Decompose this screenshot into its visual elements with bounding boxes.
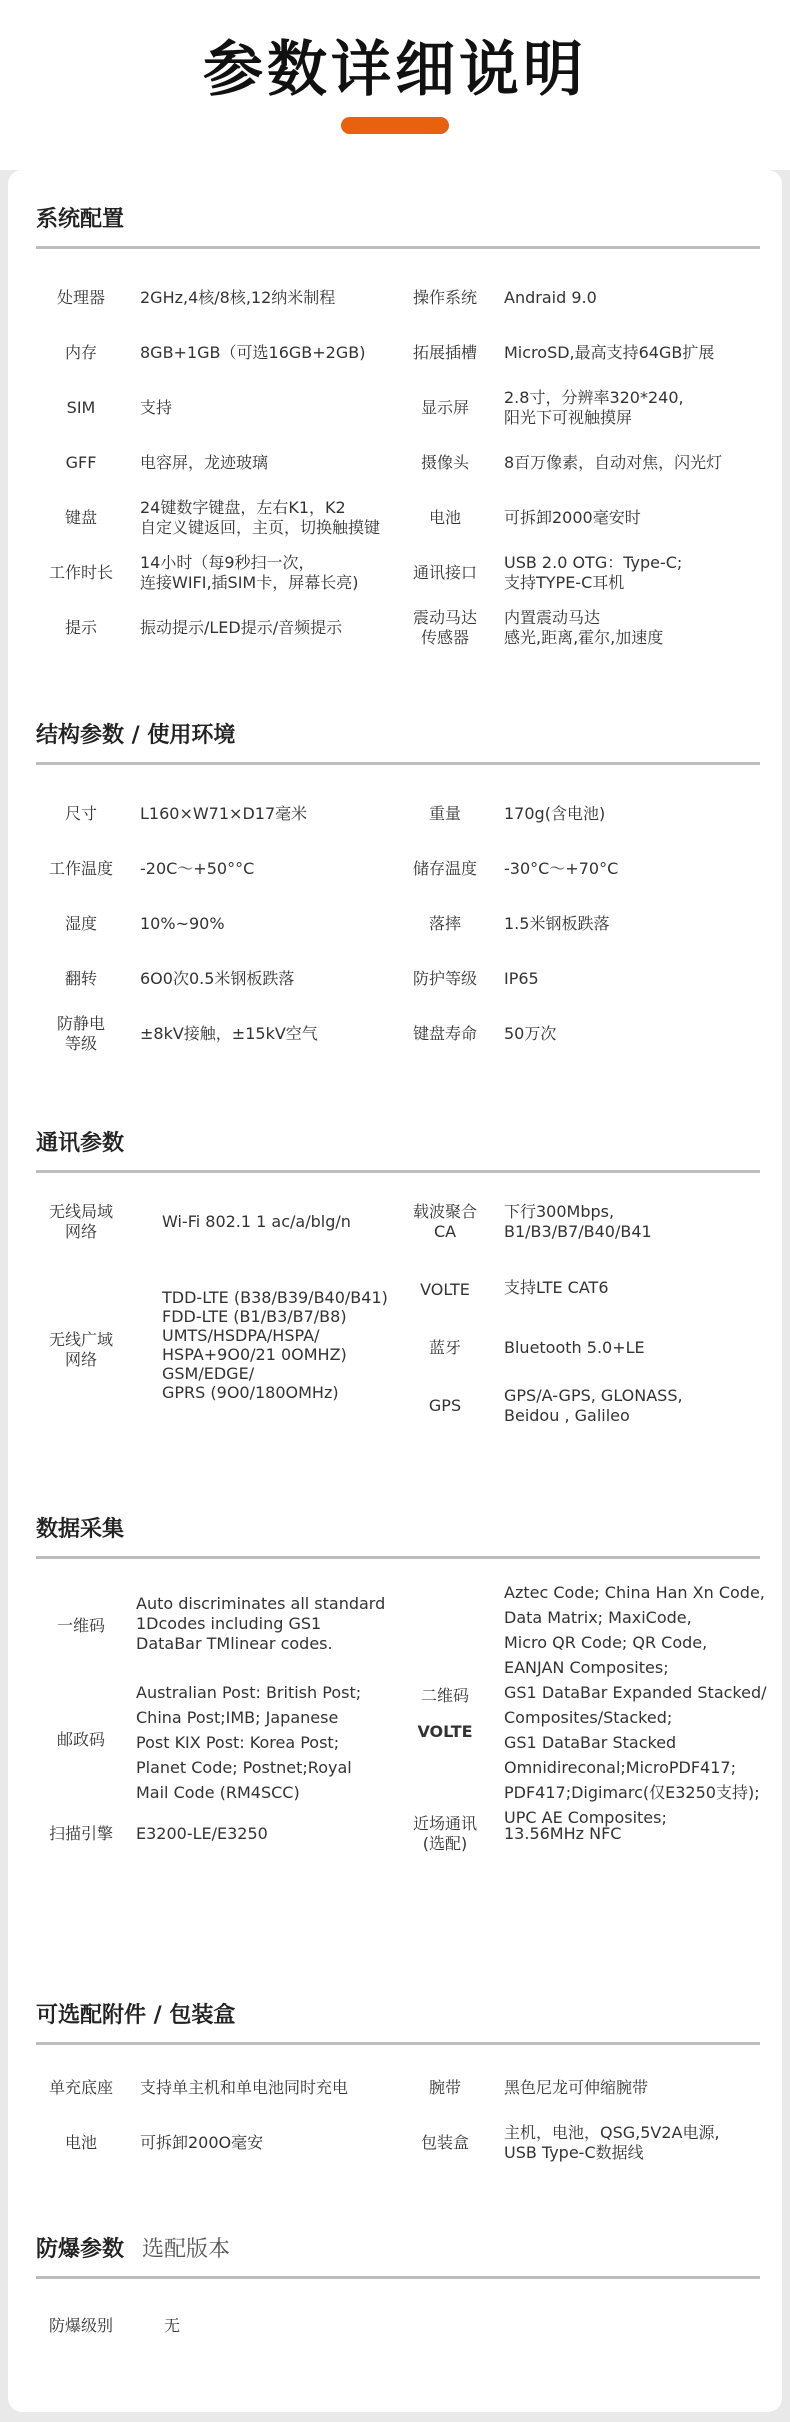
label-operating-temp: 工作温度 (48, 859, 113, 878)
value-cpu: 2GHz,4核/8核,12纳米制程 (140, 288, 336, 307)
value-nfc: 13.56MHz NFC (504, 1824, 622, 1843)
label-keyboard: 键盘 (64, 508, 97, 527)
label-battery: 电池 (428, 508, 461, 527)
value-camera: 8百万像素，自动对焦，闪光灯 (504, 453, 723, 472)
label-cpu: 处理器 (56, 288, 105, 307)
spec-card (8, 170, 782, 2412)
label-scan-engine: 扫描引擎 (48, 1824, 113, 1843)
value-size: L160×W71×D17毫米 (140, 804, 308, 823)
label-esd: 防静电 等级 (56, 1014, 105, 1053)
label-wwan: 无线广域 网络 (48, 1330, 113, 1369)
value-operating-temp: -20C～+50°°C (140, 859, 255, 878)
label-protection: 防护等级 (412, 969, 477, 988)
title-accent-bar (341, 117, 449, 134)
label-expansion: 拓展插槽 (412, 343, 477, 362)
label-memory: 内存 (64, 343, 97, 362)
value-bluetooth: Bluetooth 5.0+LE (504, 1338, 645, 1357)
value-explosion-grade: 无 (164, 2316, 181, 2335)
label-alert: 提示 (64, 618, 97, 637)
value-tumble: 6O0次0.5米钢板跌落 (140, 969, 295, 988)
section-system (36, 194, 760, 654)
label-display: 显示屏 (420, 398, 469, 417)
value-scan-engine: E3200-LE/E3250 (136, 1824, 268, 1843)
label-size: 尺寸 (64, 804, 97, 823)
section-structure (36, 710, 760, 1053)
value-wrist-strap: 黑色尼龙可伸缩腕带 (504, 2078, 649, 2097)
value-esd: ±8kV接触，±15kV空气 (140, 1024, 318, 1043)
value-protection: IP65 (504, 969, 539, 988)
label-os: 操作系统 (412, 288, 477, 307)
label-2d-barcode: 二维码 (420, 1686, 469, 1705)
label-sensors: 震动马达 传感器 (412, 608, 477, 647)
label-nfc: 近场通讯 (选配) (412, 1814, 477, 1853)
label-volte-overlay: VOLTE (417, 1722, 473, 1741)
value-keyboard: 24键数字键盘，左右K1，K2 自定义键返回，主页，切换触摸键 (140, 498, 381, 537)
section-accessories (36, 1990, 760, 2180)
value-gff: 电容屏，龙迹玻璃 (140, 453, 269, 472)
value-wlan: Wi-Fi 802.1 1 ac/a/blg/n (162, 1212, 351, 1231)
label-humidity: 湿度 (64, 914, 97, 933)
value-1d-barcode: Auto discriminates all standard 1Dcodes including GS1 DataBar TMlinear codes. (136, 1594, 386, 1653)
label-weight: 重量 (428, 804, 461, 823)
value-sim: 支持 (140, 398, 173, 417)
label-wrist-strap: 腕带 (428, 2078, 461, 2097)
section-scan (36, 1504, 767, 1894)
page-header (0, 0, 790, 170)
value-charging-cradle: 支持单主机和单电池同时充电 (140, 2078, 349, 2097)
value-humidity: 10%~90% (140, 914, 225, 933)
value-volte: 支持LTE CAT6 (504, 1278, 609, 1297)
label-interface: 通讯接口 (412, 563, 477, 582)
value-storage-temp: -30°C～+70°C (504, 859, 619, 878)
label-volte: VOLTE (420, 1280, 470, 1299)
value-memory: 8GB+1GB（可选16GB+2GB) (140, 343, 366, 362)
label-1d-barcode: 一维码 (56, 1616, 105, 1635)
section-title: 可选配附件 / 包装盒 (36, 1990, 760, 2045)
label-package: 包装盒 (420, 2133, 469, 2152)
value-carrier-aggregation: 下行300Mbps, B1/B3/B7/B40/B41 (504, 1202, 652, 1241)
label-postal-code: 邮政码 (56, 1730, 105, 1749)
value-spare-battery: 可拆卸200O毫安 (140, 2133, 264, 2152)
value-drop: 1.5米钢板跌落 (504, 914, 610, 933)
label-sim: SIM (66, 398, 96, 417)
value-gps: GPS/A-GPS, GLONASS, Beidou , Galileo (504, 1386, 683, 1425)
value-key-life: 50万次 (504, 1024, 557, 1043)
label-camera: 摄像头 (420, 453, 469, 472)
label-gff: GFF (65, 453, 97, 472)
value-alert: 振动提示/LED提示/音频提示 (140, 618, 343, 637)
value-os: Andraid 9.0 (504, 288, 597, 307)
label-charging-cradle: 单充底座 (48, 2078, 113, 2097)
section-comm (36, 1118, 760, 1468)
value-expansion: MicroSD,最高支持64GB扩展 (504, 343, 715, 362)
value-2d-barcode: Aztec Code; China Han Xn Code, Data Matrix; MaxiCode, Micro QR Code; QR Code, EANJAN Composites; GS1 DataBar Expanded Stacked/ Composites/Stacked; GS1 DataBar Stacked Omnidireconal;MicroPDF417; PDF417;Digimarc(仅E3250支持); UPC AE Composites; (504, 1583, 767, 1827)
value-package: 主机，电池，QSG,5V2A电源, USB Type-C数据线 (504, 2123, 720, 2162)
label-carrier-aggregation: 载波聚合 CA (412, 1202, 477, 1241)
label-working-hours: 工作时长 (48, 563, 113, 582)
section-title: 通讯参数 (36, 1118, 760, 1173)
value-working-hours: 14小时（每9秒扫一次， 连接WIFI,插SIM卡，屏幕长亮) (140, 553, 359, 592)
label-bluetooth: 蓝牙 (428, 1338, 461, 1357)
label-wlan: 无线局域 网络 (48, 1202, 113, 1241)
label-storage-temp: 储存温度 (412, 859, 477, 878)
section-subtitle: 选配版本 (142, 2237, 231, 2262)
value-weight: 170g(含电池) (504, 804, 606, 823)
section-title: 结构参数 / 使用环境 (36, 710, 760, 765)
label-explosion-grade: 防爆级别 (48, 2316, 113, 2335)
value-display: 2.8寸，分辨率320*240, 阳光下可视触摸屏 (504, 388, 684, 427)
label-tumble: 翻转 (64, 969, 97, 988)
section-title: 系统配置 (36, 194, 760, 249)
label-key-life: 键盘寿命 (412, 1024, 477, 1043)
label-drop: 落摔 (428, 914, 461, 933)
value-battery: 可拆卸2000毫安时 (504, 508, 641, 527)
value-interface: USB 2.0 OTG：Type-C; 支持TYPE-C耳机 (504, 553, 683, 592)
page-title: 参数详细说明 (203, 35, 587, 105)
label-spare-battery: 电池 (64, 2133, 97, 2152)
label-gps: GPS (428, 1396, 462, 1415)
section-title: 数据采集 (36, 1504, 760, 1559)
value-sensors: 内置震动马达 感光,距离,霍尔,加速度 (504, 608, 664, 647)
value-wwan: TDD-LTE (B38/B39/B40/B41) FDD-LTE (B1/B3/B7/B8) UMTS/HSDPA/HSPA/ HSPA+9O0/21 0OMHZ) GSM/EDGE/ GPRS (9O0/180OMHz) (162, 1288, 388, 1402)
value-postal-code: Australian Post: British Post; China Post;IMB; Japanese Post KIX Post: Korea Post; Planet Code; Postnet;Royal Mail Code (RM4SCC) (136, 1683, 362, 1802)
section-title: 防爆参数 选配版本 (36, 2224, 760, 2279)
section-explosion-proof (36, 2224, 760, 2374)
